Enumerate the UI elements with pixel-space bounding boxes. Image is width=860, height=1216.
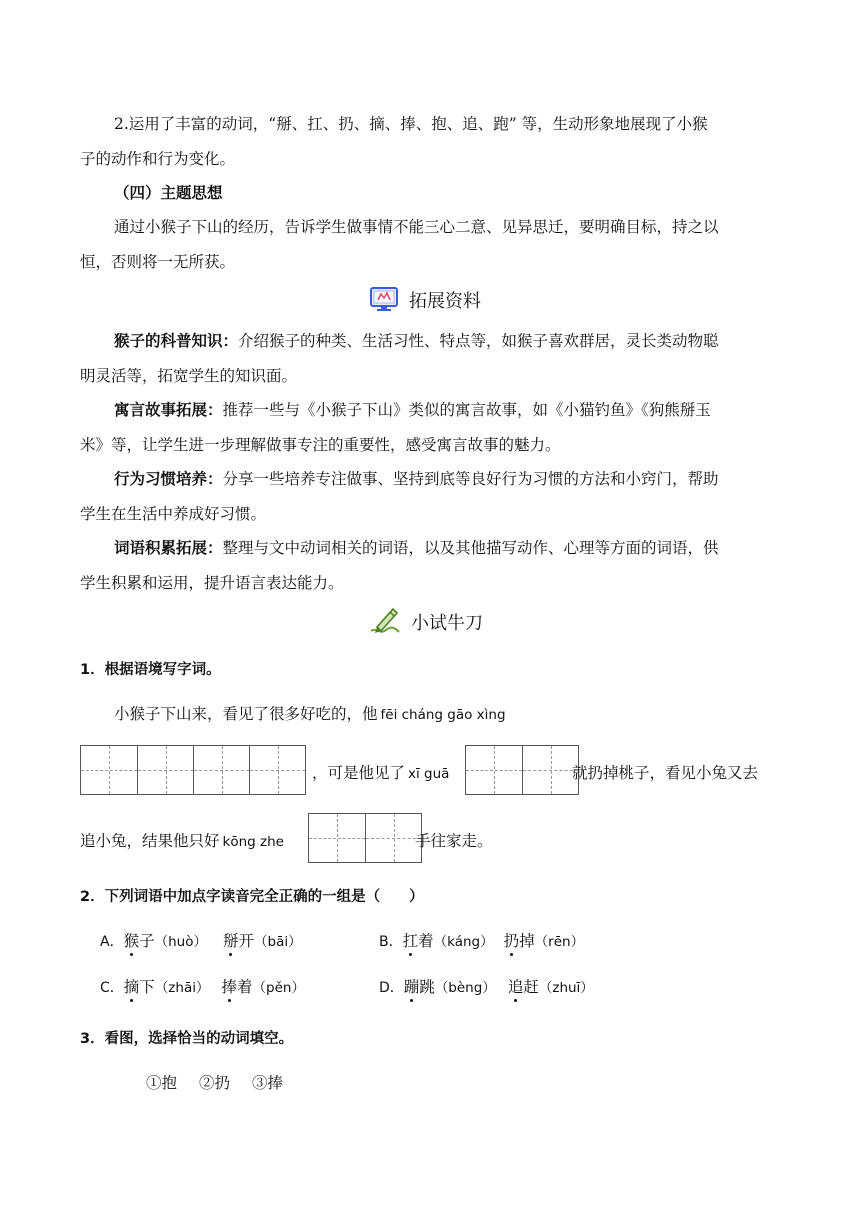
q1-text: 小猴子下山来，看见了很多好吃的，他 [114,705,378,723]
extension-item-fables-cont: 米》等，让学生进一步理解做事专注的重要性，感受寓言故事的魅力。 [80,436,561,454]
dotted-char: 猴 [124,929,140,951]
q1-line2-mid [312,761,449,783]
option-char: 着 [418,932,434,950]
grid-cell[interactable] [193,746,249,794]
grid-cell[interactable] [365,814,421,862]
dotted-char: 蹦 [404,975,420,997]
q1-pinyin: kōng zhe [222,834,284,850]
option-pinyin: （bāi） [254,934,302,950]
q1-text: 追小兔，结果他只好 [80,832,220,850]
extension-item-vocab-cont: 学生积累和运用，提升语言表达能力。 [80,574,344,592]
dotted-char: 摘 [124,975,140,997]
answer-grid-3[interactable] [308,813,422,863]
option-char: 跳 [419,978,435,996]
q3-choice[interactable]: ②扔 [199,1074,231,1092]
extension-item-habits [114,467,719,489]
q2-option-b[interactable] [379,929,584,951]
q3-choice[interactable]: ③捧 [252,1074,284,1092]
option-char: 开 [238,932,255,950]
q3-choices [146,1071,283,1093]
theme-heading: （四）主题思想 [114,183,223,202]
answer-grid-2[interactable] [465,745,579,795]
option-letter: D． [379,980,404,996]
option-char: 子 [139,932,155,950]
q1-line2-end: 就扔掉桃子，看见小兔又去 [572,764,759,782]
option-pinyin: （huò） [154,934,207,950]
q1-pinyin: xī guā [408,766,450,782]
option-char: 赶 [523,978,539,996]
extension-item-text: 分享一些培养专注做事、坚持到底等良好行为习惯的方法和小窍门，帮助 [222,470,719,488]
q1-line3-end: 手往家走。 [415,832,493,850]
dotted-char: 追 [508,975,524,997]
q1-line1 [114,702,506,724]
analysis-point2-line1: 2.运用了丰富的动词，“掰、扛、扔、摘、捧、抱、追、跑” 等，生动形象地展现了小猴 [114,115,708,133]
practice-title: 小试牛刀 [411,613,483,634]
option-char: 着 [237,978,253,996]
grid-cell[interactable] [522,746,578,794]
extension-item-label: 词语积累拓展： [114,538,223,557]
screen-pointer-icon [369,285,399,313]
q2-heading: 2．下列词语中加点字读音完全正确的一组是（ ） [80,889,424,905]
q2-option-c[interactable] [100,975,305,997]
answer-grid-1[interactable] [80,745,306,795]
q1-pinyin: fēi cháng gāo xìng [380,707,506,723]
q2-option-a[interactable] [100,929,302,951]
grid-cell[interactable] [81,746,137,794]
option-char: 下 [139,978,155,996]
option-pinyin: （káng） [433,934,494,950]
q3-choice[interactable]: ①抱 [146,1074,178,1092]
theme-line1: 通过小猴子下山的经历，告诉学生做事情不能三心二意、见异思迁，要明确目标，持之以 [114,218,719,236]
option-letter: C． [100,980,124,996]
option-letter: A． [100,934,124,950]
option-char: 掉 [519,932,535,950]
q1-heading: 1．根据语境写字词。 [80,662,221,678]
extension-item-habits-cont: 学生在生活中养成好习惯。 [80,505,267,523]
extension-item-text: 整理与文中动词相关的词语，以及其他描写动作、心理等方面的词语，供 [222,539,719,557]
q1-line3 [80,829,284,851]
q2-option-d[interactable] [379,975,594,997]
dotted-char: 捧 [221,975,237,997]
grid-cell[interactable] [249,746,305,794]
extension-item-science [114,329,719,351]
extension-item-fables [114,398,711,420]
q3-heading: 3．看图，选择恰当的动词填空。 [80,1031,294,1047]
pen-writing-icon [368,605,402,637]
extension-title: 拓展资料 [409,291,481,312]
extension-item-text: 推荐一些与《小猴子下山》类似的寓言故事，如《小猫钓鱼》《狗熊掰玉 [222,401,711,419]
grid-cell[interactable] [309,814,365,862]
option-pinyin: （pěn） [252,980,305,996]
extension-item-label: 寓言故事拓展： [114,400,223,419]
extension-item-text: 介绍猴子的种类、生活习性、特点等，如猴子喜欢群居，灵长类动物聪 [238,332,719,350]
option-letter: B． [379,934,403,950]
dotted-char: 掰 [223,929,239,951]
q1-text: ，可是他见了 [312,764,406,782]
extension-item-vocab [114,536,719,558]
option-pinyin: （rēn） [534,934,585,950]
extension-item-label: 猴子的科普知识： [114,331,239,350]
option-pinyin: （bèng） [434,980,496,996]
dotted-char: 扛 [403,929,419,951]
analysis-point2-line2: 子的动作和行为变化。 [80,150,236,168]
extension-item-science-cont: 明灵活等，拓宽学生的知识面。 [80,367,298,385]
grid-cell[interactable] [466,746,522,794]
dotted-char: 扔 [504,929,520,951]
theme-line2: 恒，否则将一无所获。 [80,253,236,271]
grid-cell[interactable] [137,746,193,794]
option-pinyin: （zhuī） [538,980,594,996]
option-pinyin: （zhāi） [154,980,210,996]
extension-item-label: 行为习惯培养： [114,469,223,488]
